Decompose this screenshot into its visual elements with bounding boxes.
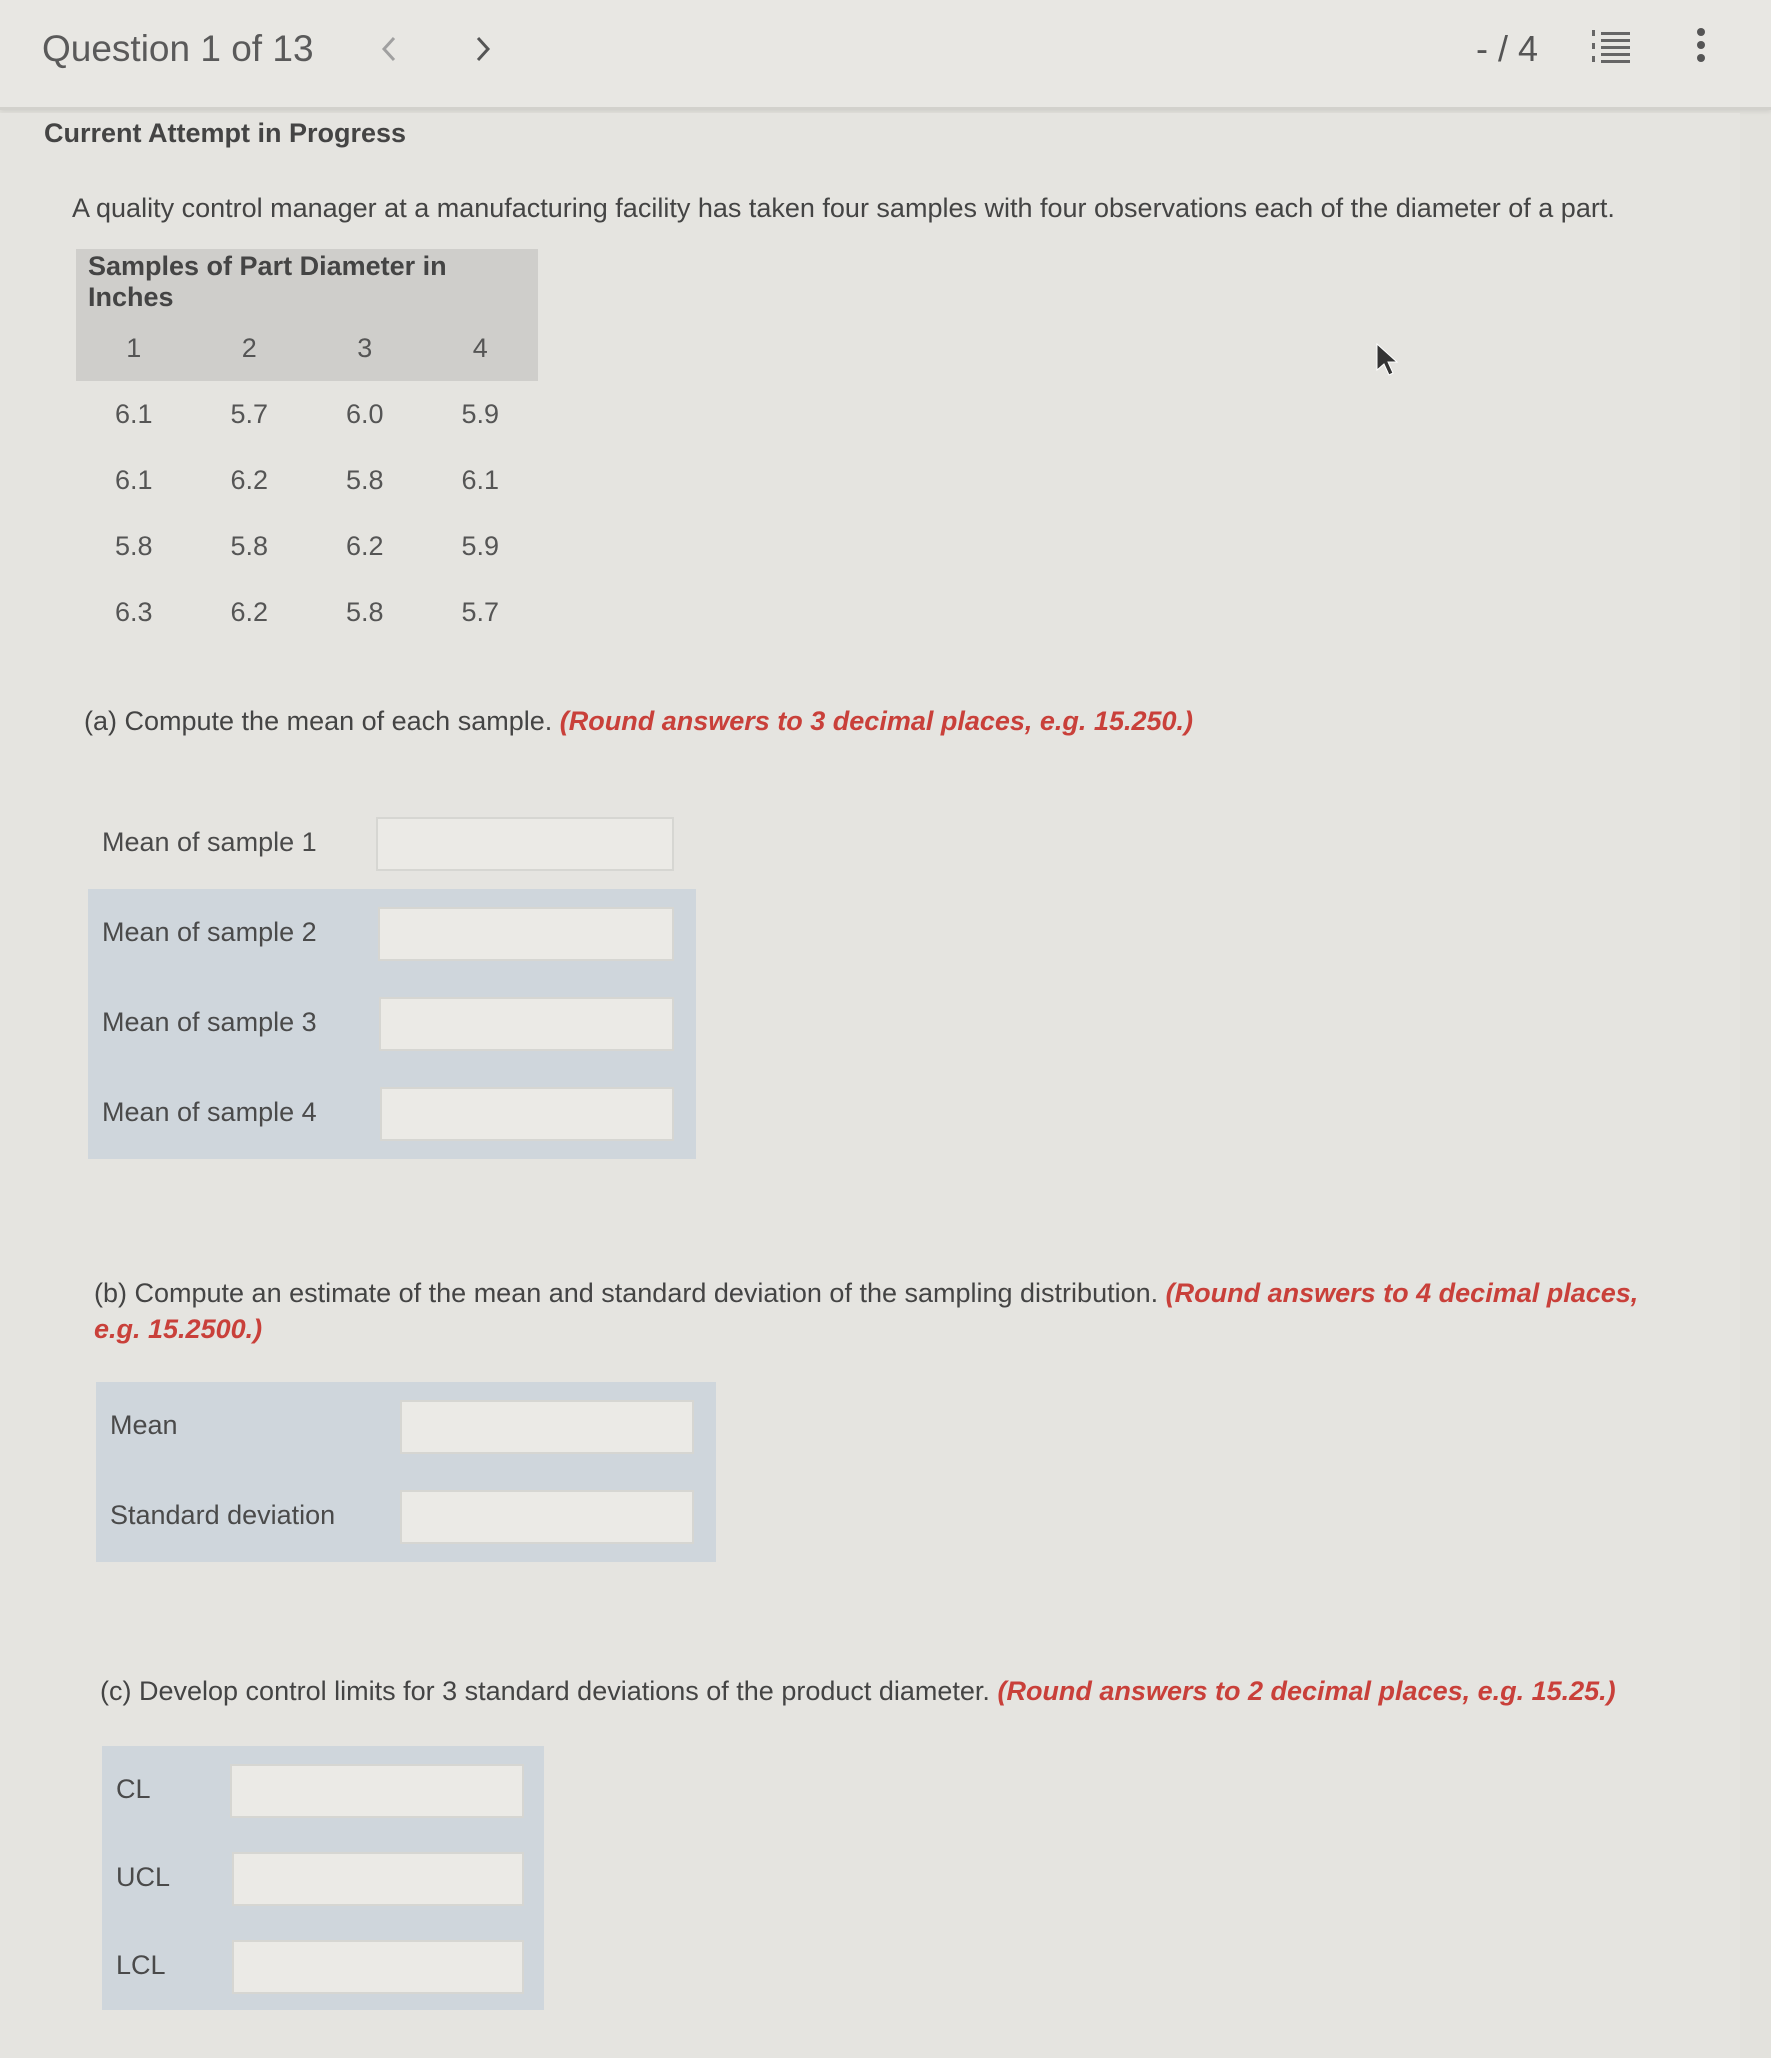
column-header: 2 (191, 315, 306, 381)
table-cell: 6.2 (230, 596, 268, 627)
numbered-list-icon (1592, 28, 1632, 66)
part-a-hint: (Round answers to 3 decimal places, e.g. 15.250.) (559, 706, 1193, 736)
question-counter: Question 1 of 13 (42, 28, 314, 69)
table-cell: 5.8 (345, 464, 384, 495)
answer-row-mean-sample-1 (88, 799, 696, 889)
top-bar (0, 0, 1771, 110)
answer-row-mean-sample-2 (88, 889, 696, 979)
standard-deviation-input[interactable] (400, 1490, 694, 1544)
field-label: Mean of sample 4 (102, 1097, 317, 1127)
table-row (76, 447, 538, 513)
table-cell: 5.8 (230, 530, 268, 561)
part-c-prompt (100, 1676, 1700, 1707)
table-cell: 6.0 (345, 398, 384, 429)
part-b-answers (96, 1382, 716, 1562)
answer-row-cl (102, 1746, 544, 1834)
field-label: Mean of sample 3 (102, 1007, 317, 1037)
previous-question-button[interactable] (370, 26, 410, 72)
attempt-status: Current Attempt in Progress (44, 118, 407, 148)
more-vertical-icon (1690, 26, 1712, 66)
sample-data-table (76, 249, 538, 645)
table-cell: 6.1 (114, 464, 153, 495)
table-cell: 5.8 (114, 530, 153, 561)
table-caption: Samples of Part Diameter in Inches (76, 249, 538, 315)
score-display: - / 4 (1476, 28, 1539, 69)
cl-input[interactable] (230, 1764, 524, 1818)
part-c-answers (102, 1746, 544, 2010)
column-header: 1 (76, 315, 191, 381)
table-cell: 5.7 (461, 596, 499, 627)
field-label: CL (116, 1774, 151, 1804)
answer-row-mean (96, 1382, 716, 1472)
mean-sample-4-input[interactable] (380, 1087, 674, 1141)
answer-row-lcl (102, 1922, 544, 2010)
table-cell: 5.7 (230, 398, 268, 429)
chevron-right-icon (470, 34, 494, 64)
table-cell: 6.2 (345, 530, 384, 561)
table-row (76, 381, 538, 447)
answer-row-ucl (102, 1834, 544, 1922)
mouse-cursor-icon (1375, 342, 1401, 378)
part-a-prompt (84, 706, 1684, 737)
table-cell: 6.1 (461, 464, 499, 495)
field-label: Mean (110, 1410, 178, 1440)
field-label: Standard deviation (110, 1500, 336, 1530)
part-a-text: (a) Compute the mean of each sample. (84, 706, 553, 736)
table-cell: 5.9 (461, 530, 499, 561)
part-c-text: (c) Develop control limits for 3 standard deviations of the product diameter. (100, 1676, 990, 1706)
answer-row-mean-sample-4 (88, 1069, 696, 1159)
question-intro: A quality control manager at a manufacturing facility has taken four samples with four observations each of the diameter of a part. (72, 193, 1615, 223)
table-cell: 6.1 (114, 398, 153, 429)
mean-sample-1-input[interactable] (376, 817, 674, 871)
answer-row-standard-deviation (96, 1472, 716, 1562)
part-b-prompt (94, 1275, 1654, 1347)
table-cell: 6.2 (230, 464, 268, 495)
part-b-hint: (Round answers to 4 decimal places, e.g. 15.2500.) (94, 1278, 1639, 1344)
field-label: LCL (116, 1950, 166, 1980)
more-options-button[interactable] (1690, 26, 1712, 66)
column-header: 4 (422, 315, 538, 381)
chevron-left-icon (378, 34, 402, 64)
column-header: 3 (307, 315, 422, 381)
mean-sample-3-input[interactable] (379, 997, 674, 1051)
table-row (76, 579, 538, 645)
table-cell: 5.9 (461, 398, 499, 429)
mean-input[interactable] (400, 1400, 694, 1454)
field-label: Mean of sample 2 (102, 917, 317, 947)
answer-row-mean-sample-3 (88, 979, 696, 1069)
ucl-input[interactable] (232, 1852, 524, 1906)
next-question-button[interactable] (462, 26, 502, 72)
field-label: UCL (116, 1862, 171, 1892)
table-cell: 5.8 (345, 596, 384, 627)
lcl-input[interactable] (232, 1940, 524, 1994)
part-a-answers (88, 799, 696, 1159)
mean-sample-2-input[interactable] (378, 907, 674, 961)
field-label: Mean of sample 1 (102, 827, 317, 857)
part-b-text: (b) Compute an estimate of the mean and standard deviation of the sampling distribution. (94, 1278, 1159, 1308)
table-row (76, 513, 538, 579)
question-list-button[interactable] (1592, 28, 1632, 66)
part-c-hint: (Round answers to 2 decimal places, e.g. 15.25.) (997, 1676, 1616, 1706)
table-cell: 6.3 (114, 596, 153, 627)
